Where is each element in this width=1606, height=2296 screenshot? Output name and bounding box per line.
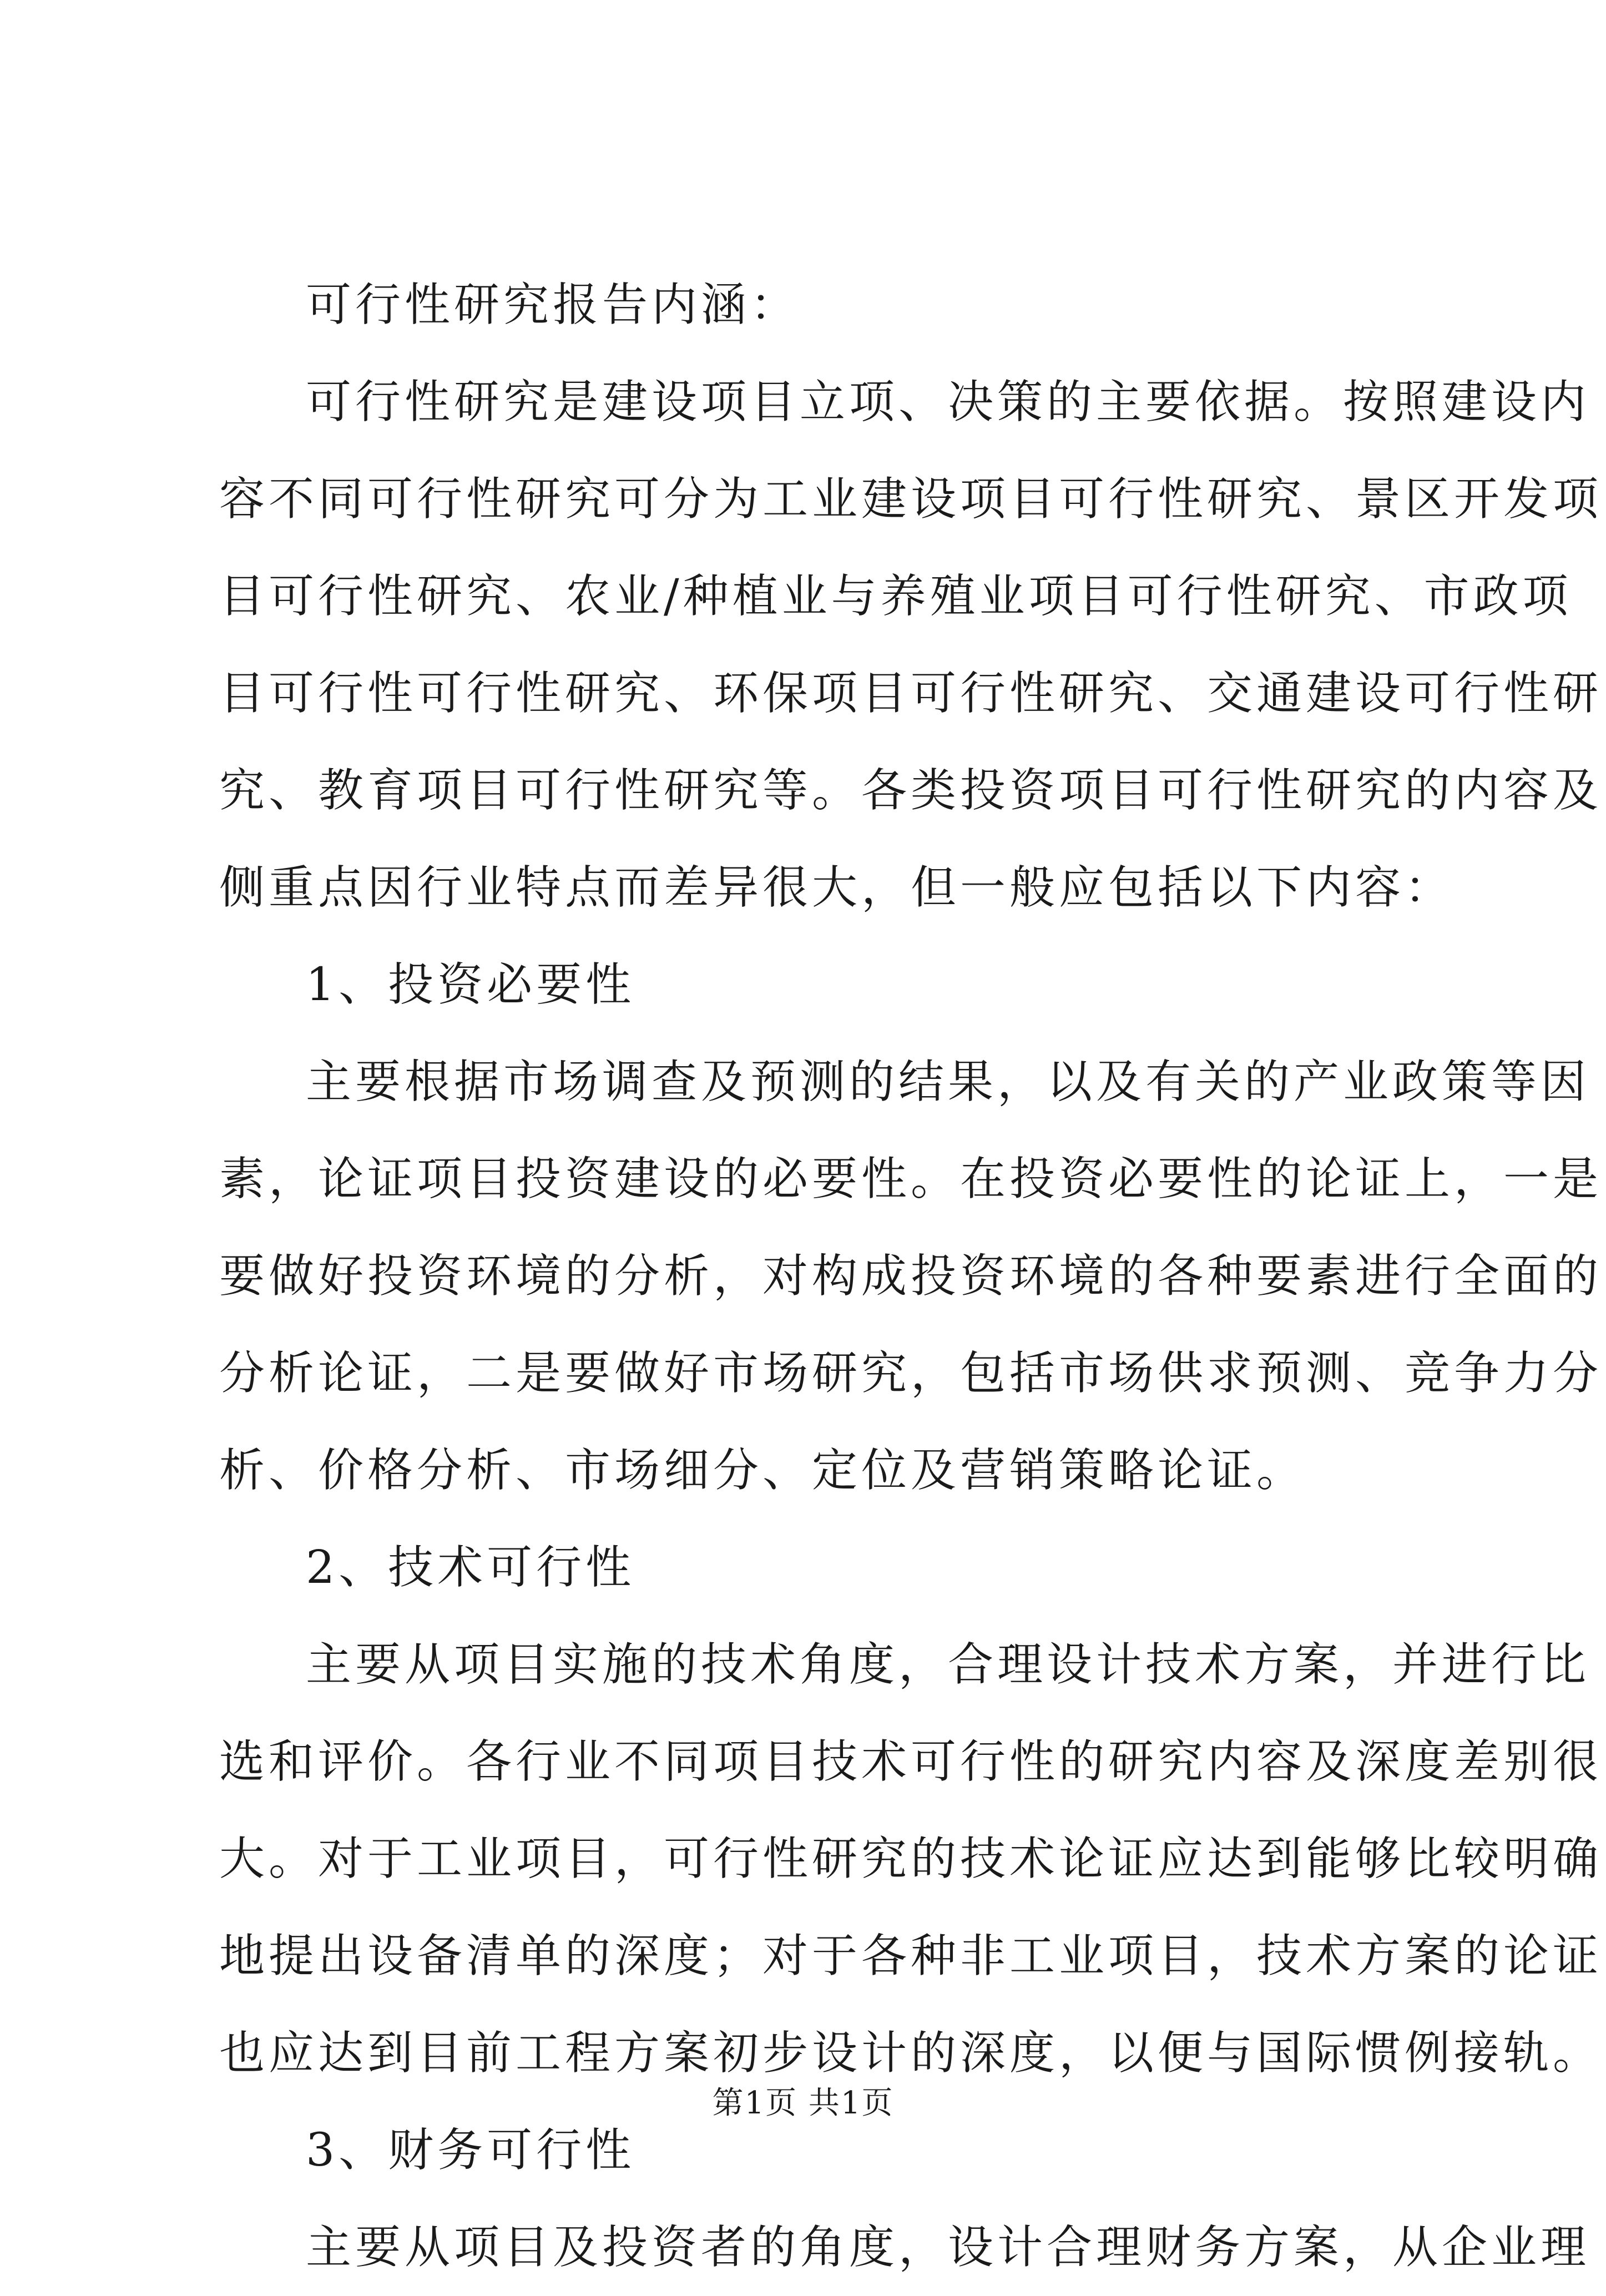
section-heading: 1、投资必要性 — [306, 958, 635, 1011]
paragraph-line: 侧重点因行业特点而差异很大，但一般应包括以下内容： — [219, 861, 1455, 914]
paragraph-line: 大。对于工业项目，可行性研究的技术论证应达到能够比较明确 — [219, 1833, 1603, 1885]
paragraph-line: 目可行性可行性研究、环保项目可行性研究、交通建设可行性研 — [219, 667, 1603, 720]
document-body — [219, 256, 1603, 2296]
paragraph-line: 地提出设备清单的深度；对于各种非工业项目，技术方案的论证 — [219, 1930, 1603, 1982]
paragraph-line: 分析论证，二是要做好市场研究，包括市场供求预测、竞争力分 — [219, 1347, 1603, 1400]
section-heading: 2、技术可行性 — [306, 1541, 635, 1594]
section-heading: 可行性研究报告内涵： — [306, 279, 800, 331]
page-number: 第1页 共1页 — [712, 2085, 894, 2121]
paragraph-line: 主要从项目实施的技术角度，合理设计技术方案，并进行比 — [306, 1638, 1590, 1691]
paragraph-line: 选和评价。各行业不同项目技术可行性的研究内容及深度差别很 — [219, 1735, 1603, 1788]
paragraph-line: 主要从项目及投资者的角度，设计合理财务方案，从企业理 — [306, 2221, 1590, 2274]
page-footer — [0, 2084, 1606, 2123]
paragraph-line: 容不同可行性研究可分为工业建设项目可行性研究、景区开发项 — [219, 473, 1603, 526]
paragraph-line: 究、教育项目可行性研究等。各类投资项目可行性研究的内容及 — [219, 764, 1603, 817]
paragraph-line: 目可行性研究、农业/种植业与养殖业项目可行性研究、市政项 — [219, 570, 1572, 623]
paragraph-line: 也应达到目前工程方案初步设计的深度，以便与国际惯例接轨。 — [219, 2027, 1603, 2080]
paragraph-line: 素，论证项目投资建设的必要性。在投资必要性的论证上，一是 — [219, 1153, 1603, 1205]
section-heading: 3、财务可行性 — [306, 2124, 635, 2177]
paragraph-line: 主要根据市场调查及预测的结果，以及有关的产业政策等因 — [306, 1056, 1590, 1108]
paragraph-line: 要做好投资环境的分析，对构成投资环境的各种要素进行全面的 — [219, 1250, 1603, 1303]
paragraph-line: 析、价格分析、市场细分、定位及营销策略论证。 — [219, 1444, 1306, 1497]
paragraph-line: 可行性研究是建设项目立项、决策的主要依据。按照建设内 — [306, 376, 1590, 428]
